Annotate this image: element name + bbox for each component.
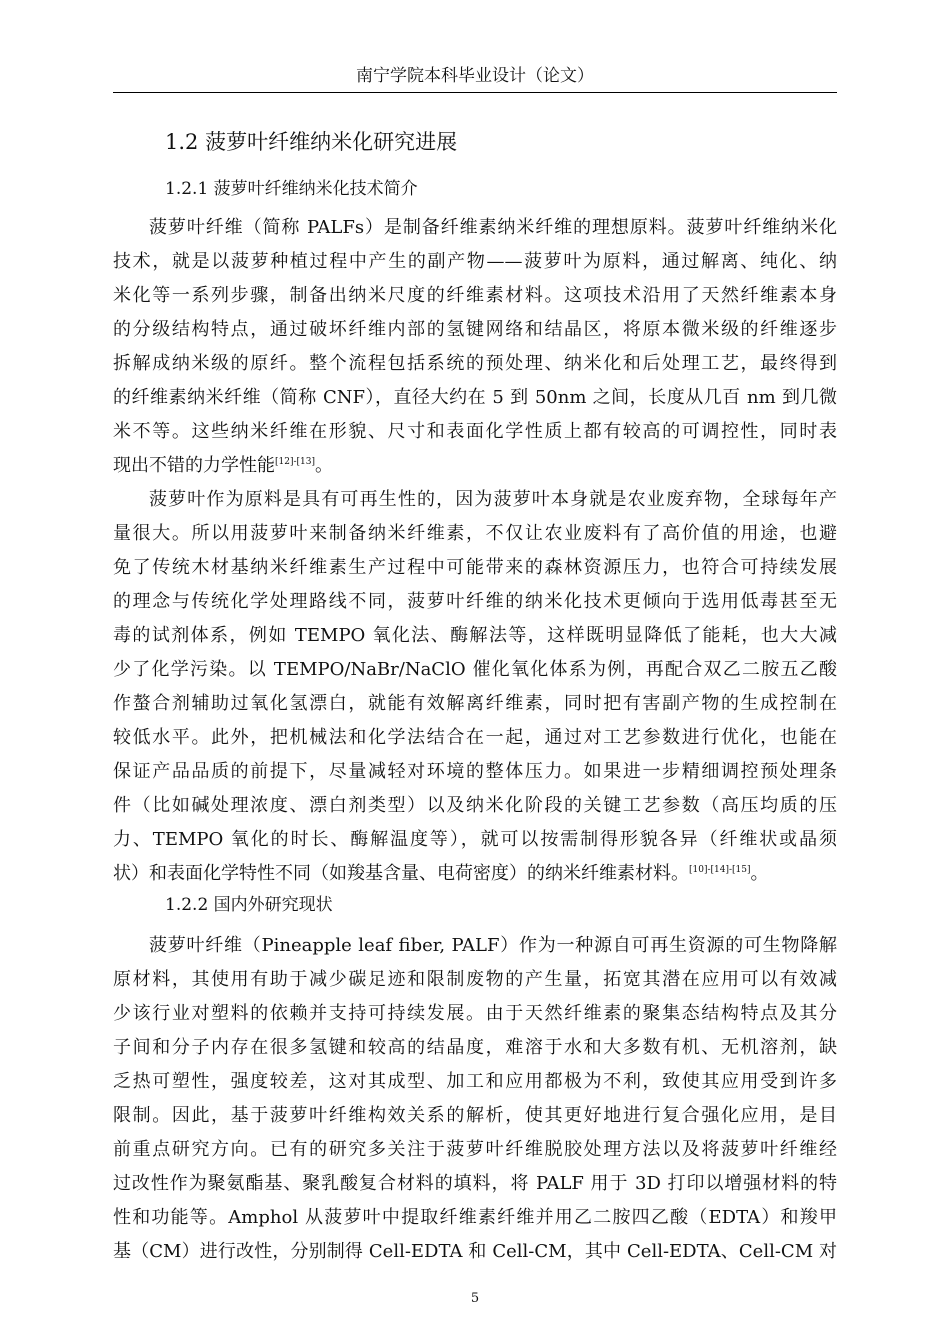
text-line: 菠萝叶纤维（简称 PALFs）是制备纤维素纳米纤维的理想原料。菠萝叶纤维纳米化 bbox=[149, 217, 837, 238]
text-line bbox=[113, 861, 837, 887]
text-line: 作螯合剂辅助过氧化氢漂白，就能有效解离纤维素，同时把有害副产物的生成控制在 bbox=[113, 693, 837, 714]
text-span: 状）和表面化学特性不同（如羧基含量、电荷密度）的纳米纤维素材料。 bbox=[113, 863, 689, 884]
text-line: 的纤维素纳米纤维（简称 CNF），直径大约在 5 到 50nm 之间，长度从几百 nm 到几微 bbox=[113, 387, 837, 408]
text-line: 少该行业对塑料的依赖并支持可持续发展。由于天然纤维素的聚集态结构特点及其分 bbox=[113, 1003, 837, 1024]
section-title: 1.2 菠萝叶纤维纳米化研究进展 bbox=[165, 130, 458, 154]
text-line: 拆解成纳米级的原纤。整个流程包括系统的预处理、纳米化和后处理工艺，最终得到 bbox=[113, 353, 837, 374]
text-span: 。 bbox=[750, 863, 769, 884]
text-line: 技术，就是以菠萝种植过程中产生的副产物——菠萝叶为原料，通过解离、纯化、纳 bbox=[113, 251, 837, 272]
text-line: 子间和分子内存在很多氢键和较高的结晶度，难溶于水和大多数有机、无机溶剂，缺 bbox=[113, 1037, 837, 1058]
text-span: 。 bbox=[315, 455, 333, 476]
text-line: 米不等。这些纳米纤维在形貌、尺寸和表面化学性质上都有较高的可调控性，同时表 bbox=[113, 421, 837, 442]
page-number: 5 bbox=[470, 1291, 480, 1306]
text-line: 量很大。所以用菠萝叶来制备纳米纤维素，不仅让农业废料有了高价值的用途，也避 bbox=[113, 523, 837, 544]
text-span: 现出不错的力学性能 bbox=[113, 455, 275, 476]
text-line: 菠萝叶纤维（Pineapple leaf fiber, PALF）作为一种源自可再生资源的可生物降解 bbox=[149, 935, 837, 956]
text-line: 毒的试剂体系，例如 TEMPO 氧化法、酶解法等，这样既明显降低了能耗，也大大减 bbox=[113, 625, 837, 646]
text-line: 力、TEMPO 氧化的时长、酶解温度等），就可以按需制得形貌各异（纤维状或晶须 bbox=[113, 829, 837, 850]
text-line: 过改性作为聚氨酯基、聚乳酸复合材料的填料，将 PALF 用于 3D 打印以增强材料的特 bbox=[113, 1173, 837, 1194]
text-line: 菠萝叶作为原料是具有可再生性的，因为菠萝叶本身就是农业废弃物，全球每年产 bbox=[149, 489, 837, 510]
citation: [12]-[13] bbox=[275, 457, 315, 467]
text-line bbox=[113, 453, 837, 479]
text-line: 的理念与传统化学处理路线不同，菠萝叶纤维的纳米化技术更倾向于选用低毒甚至无 bbox=[113, 591, 837, 612]
text-line: 前重点研究方向。已有的研究多关注于菠萝叶纤维脱胶处理方法以及将菠萝叶纤维经 bbox=[113, 1139, 837, 1160]
header-rule bbox=[113, 92, 837, 93]
text-line: 原材料，其使用有助于减少碳足迹和限制废物的产生量，拓宽其潜在应用可以有效减 bbox=[113, 969, 837, 990]
text-line: 少了化学污染。以 TEMPO/NaBr/NaClO 催化氧化体系为例，再配合双乙二胺五乙酸 bbox=[113, 659, 837, 680]
subsection-title: 1.2.1 菠萝叶纤维纳米化技术简介 bbox=[165, 179, 418, 199]
text-line: 限制。因此，基于菠萝叶纤维构效关系的解析，使其更好地进行复合强化应用，是目 bbox=[113, 1105, 837, 1126]
subsection-title: 1.2.2 国内外研究现状 bbox=[165, 895, 333, 915]
text-line: 件（比如碱处理浓度、漂白剂类型）以及纳米化阶段的关键工艺参数（高压均质的压 bbox=[113, 795, 837, 816]
citation: [10]-[14]-[15] bbox=[689, 865, 751, 875]
text-line: 乏热可塑性，强度较差，这对其成型、加工和应用都极为不利，致使其应用受到许多 bbox=[113, 1071, 837, 1092]
text-line: 性和功能等。Amphol 从菠萝叶中提取纤维素纤维并用乙二胺四乙酸（EDTA）和羧甲 bbox=[113, 1207, 837, 1228]
text-line: 保证产品品质的前提下，尽量减轻对环境的整体压力。如果进一步精细调控预处理条 bbox=[113, 761, 837, 782]
text-line: 基（CM）进行改性，分别制得 Cell-EDTA 和 Cell-CM，其中 Cell-EDTA、Cell-CM 对 bbox=[113, 1241, 837, 1262]
text-line: 的分级结构特点，通过破坏纤维内部的氢键网络和结晶区，将原本微米级的纤维逐步 bbox=[113, 319, 837, 340]
text-line: 米化等一系列步骤，制备出纳米尺度的纤维素材料。这项技术沿用了天然纤维素本身 bbox=[113, 285, 837, 306]
text-line: 免了传统木材基纳米纤维素生产过程中可能带来的森林资源压力，也符合可持续发展 bbox=[113, 557, 837, 578]
text-line: 较低水平。此外，把机械法和化学法结合在一起，通过对工艺参数进行优化，也能在 bbox=[113, 727, 837, 748]
header-title: 南宁学院本科毕业设计（论文） bbox=[356, 66, 594, 86]
